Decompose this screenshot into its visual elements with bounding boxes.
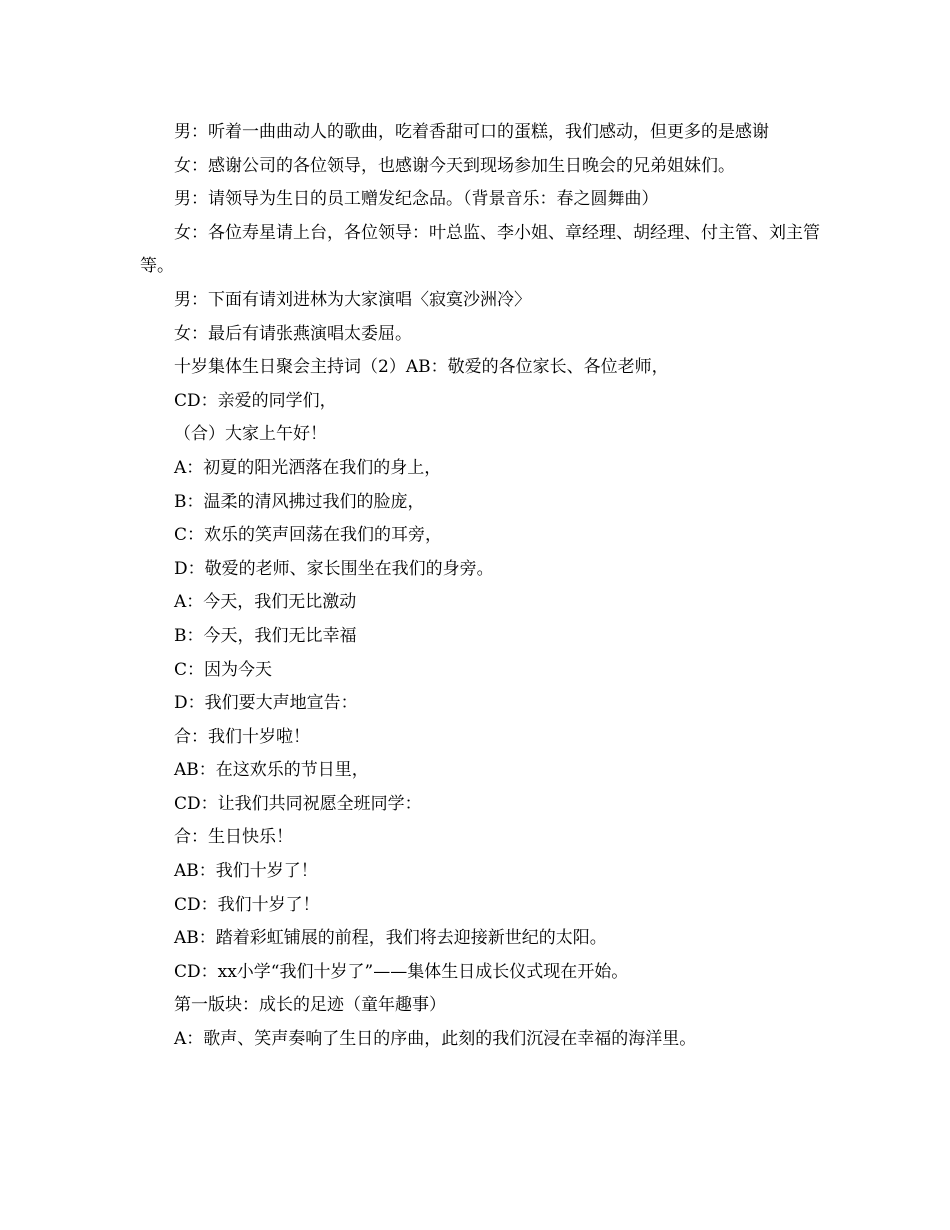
paragraph: AB：在这欢乐的节日里， xyxy=(174,760,369,781)
document-body xyxy=(140,116,825,1057)
paragraph: （合）大家上午好！ xyxy=(174,424,327,445)
paragraph: 女：最后有请张燕演唱太委屈。 xyxy=(174,323,412,344)
paragraph: B：今天，我们无比幸福 xyxy=(174,625,357,646)
paragraph: CD：我们十岁了！ xyxy=(174,894,320,915)
paragraph: C：欢乐的笑声回荡在我们的耳旁， xyxy=(174,525,443,546)
paragraph: 合：生日快乐！ xyxy=(174,827,293,848)
paragraph: 男：下面有请刘进林为大家演唱〈寂寞沙洲冷〉 xyxy=(174,289,531,310)
paragraph: CD：亲爱的同学们， xyxy=(174,390,337,411)
paragraph: 十岁集体生日聚会主持词（2）AB：敬爱的各位家长、各位老师， xyxy=(174,357,669,378)
paragraph: B：温柔的清风拂过我们的脸庞， xyxy=(174,491,425,512)
paragraph: D：我们要大声地宣告： xyxy=(174,693,358,714)
paragraph: D：敬爱的老师、家长围坐在我们的身旁。 xyxy=(174,558,494,579)
paragraph: AB：我们十岁了！ xyxy=(174,861,318,882)
paragraph: 男：请领导为生日的员工赠发纪念品。（背景音乐：春之圆舞曲） xyxy=(174,189,659,210)
paragraph: A：今天，我们无比激动 xyxy=(174,592,357,613)
paragraph: 男：听着一曲曲动人的歌曲，吃着香甜可口的蛋糕，我们感动，但更多的是感谢 xyxy=(174,122,769,142)
paragraph: CD：xx小学“我们十岁了”——集体生日成长仪式现在开始。 xyxy=(174,961,629,982)
paragraph: 女：感谢公司的各位领导，也感谢今天到现场参加生日晚会的兄弟姐妹们。 xyxy=(174,155,735,176)
paragraph: A：初夏的阳光洒落在我们的身上， xyxy=(174,457,442,478)
paragraph: CD：让我们共同祝愿全班同学： xyxy=(174,793,422,814)
paragraph: AB：踏着彩虹铺展的前程，我们将去迎接新世纪的太阳。 xyxy=(174,928,607,949)
section-heading: 第一版块：成长的足迹（童年趣事） xyxy=(174,995,446,1016)
paragraph: 合：我们十岁啦！ xyxy=(174,726,310,747)
paragraph: A：歌声、笑声奏响了生日的序曲，此刻的我们沉浸在幸福的海洋里。 xyxy=(174,1029,697,1050)
paragraph: 女：各位寿星请上台，各位领导：叶总监、李小姐、章经理、胡经理、付主管、刘主管等。 xyxy=(140,222,820,277)
paragraph: C：因为今天 xyxy=(174,659,273,680)
